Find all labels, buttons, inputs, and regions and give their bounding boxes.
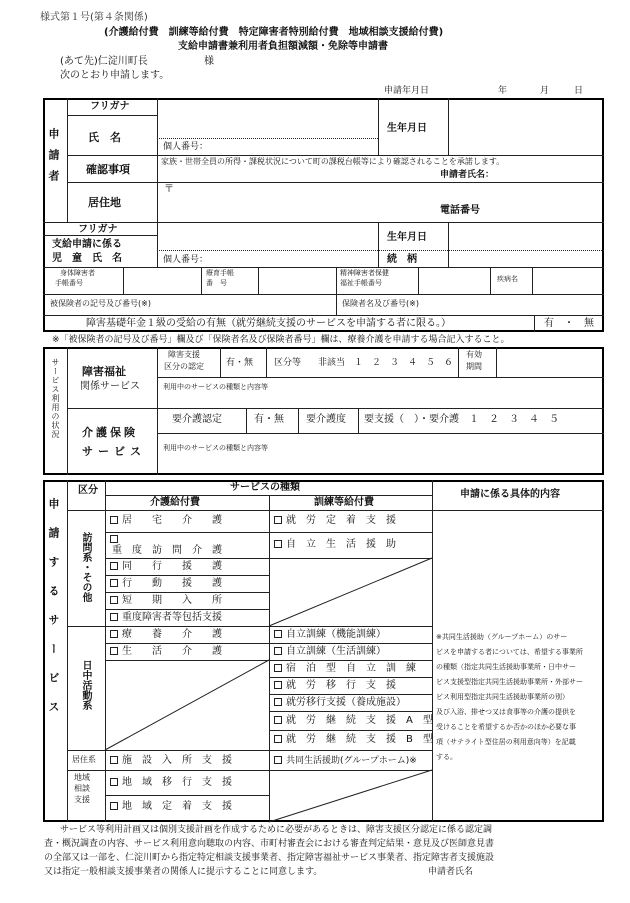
applicant-mynumber-label: 個人番号： [163, 142, 209, 152]
valid-period-l1: 有効 [466, 350, 482, 359]
postal-mark: 〒 [164, 184, 174, 195]
phone-label: 電話番号 [440, 205, 480, 216]
mental-handbook-l1: 精神障害者保健 [340, 269, 389, 277]
applicant-sign-label: 申請者氏名： [440, 170, 495, 180]
care-insurance-l1: 介護保険 [82, 426, 138, 439]
kaigo-item-behavior[interactable]: 行 動 援 護 [110, 579, 222, 589]
checkbox[interactable] [274, 540, 282, 548]
form-title-line2: 支給申請書兼利用者負担額減額・免除等申請書 [178, 41, 388, 52]
kaigo-item-transition[interactable]: 地 域 移 行 支 援 [110, 778, 232, 788]
gh-note-1: ※共同生活援助（グループホーム）のサー [436, 633, 568, 641]
kunren-item-employment-retention[interactable]: 就 労 定 着 支 援 [274, 516, 396, 526]
kaigo-item-severe-visit: 重 度 訪 問 介 護 [112, 545, 222, 556]
physical-handbook-l2: 手帳番号 [55, 279, 83, 287]
gh-note-8: 項（サテライト型住居の利用意向等）を記載 [436, 738, 576, 746]
form-title-line1: (介護給付費 訓練等給付費 特定障害者特別給付費 地域相談支援給付費) [104, 27, 444, 38]
child-mynumber-label: 個人番号： [163, 255, 209, 265]
child-furigana-label: フリガナ [78, 224, 118, 235]
group-community-l2: 相談 [74, 784, 90, 793]
group-residence-label: 居住系 [72, 755, 96, 764]
addressee: (あて先)仁淀川町長 [60, 56, 148, 67]
checkbox[interactable] [274, 681, 282, 689]
checkbox[interactable] [274, 647, 282, 655]
checkbox[interactable] [110, 535, 118, 543]
child-relation-label: 続 柄 [387, 254, 417, 265]
checkbox[interactable] [110, 647, 118, 655]
day-label: 日 [574, 86, 584, 96]
year-label: 年 [498, 86, 508, 96]
care-insurance-l2: サービス [82, 445, 146, 458]
checkbox[interactable] [110, 562, 118, 570]
kunren-item-life-training[interactable]: 自立訓練（生活訓練） [274, 647, 386, 657]
kaigo-item-facility[interactable]: 施 設 入 所 支 援 [110, 756, 232, 766]
welfare-label-2: 関係サービス [80, 381, 140, 392]
pension-label: 障害基礎年金１級の受給の有無（就労継続支援のサービスを申請する者に限る。） [86, 318, 451, 329]
checkbox[interactable] [274, 756, 282, 764]
checkbox[interactable] [274, 735, 282, 743]
checkbox[interactable] [110, 802, 118, 810]
child-label-line1: 支給申請に係る [52, 239, 122, 250]
checkbox[interactable] [110, 630, 118, 638]
insured-number-label: 被保険者の記号及び番号(※) [50, 299, 151, 308]
kaigo-header: 介護給付費 [150, 497, 200, 508]
checkbox[interactable] [274, 630, 282, 638]
service-types-label: サービスの種類 [230, 482, 300, 493]
care-level-label: 要介護度 [306, 414, 346, 425]
care-level-values[interactable]: 要支援（ ）・要介護 １ ２ ３ ４ ５ [364, 414, 559, 425]
kunren-item-continuous-a[interactable]: 就 労 継 続 支 援 A 型 [274, 716, 433, 726]
checkbox[interactable] [274, 664, 282, 672]
footer-line4: 又は指定一般相談支援事業者の関係人に提示することに同意します。 [44, 867, 323, 877]
address-label: 居住地 [88, 196, 121, 209]
care-in-use-label: 利用中のサービスの種類と内容等 [163, 444, 268, 452]
checkbox[interactable] [110, 516, 118, 524]
mental-handbook-l2: 福祉手帳番号 [340, 279, 382, 287]
checkbox[interactable] [110, 579, 118, 587]
kunren-item-group-home[interactable]: 共同生活援助(グループホーム)※ [274, 756, 417, 766]
insurance-note: ※「被保険者の記号及び番号」欄及び「保険者名及び保険者番号」欄は、療養介護を申請する場合記入すること。 [52, 335, 510, 345]
support-cert-l2: 区分の認定 [164, 362, 204, 371]
kunren-header: 訓練等給付費 [314, 497, 374, 508]
kaigo-item-settlement[interactable]: 地 域 定 着 支 援 [110, 802, 232, 812]
checkbox[interactable] [110, 756, 118, 764]
kaigo-item-accompany[interactable]: 同 行 援 護 [110, 562, 222, 572]
form-number: 様式第１号(第４条関係) [40, 12, 148, 23]
rehab-handbook-l2: 番 号 [206, 279, 227, 287]
month-label: 月 [540, 86, 550, 96]
applicant-birth-label: 生年月日 [387, 123, 427, 134]
kaigo-item-home-care[interactable]: 居 宅 介 護 [110, 516, 222, 526]
group-visit-label: 訪問系・その他 [80, 532, 91, 602]
care-cert-yn[interactable]: 有・無 [254, 414, 284, 425]
gh-note-6: 及び入浴、排せつ又は食事等の介護の提供を [436, 708, 576, 716]
welfare-in-use-label: 利用中のサービスの種類と内容等 [163, 383, 268, 391]
applicant-name-label: 氏 名 [88, 131, 121, 144]
gh-note-3: の種類（指定共同生活援助事業所・日中サー [436, 663, 576, 671]
checkbox[interactable] [110, 778, 118, 786]
footer-sign-label: 申請者氏名 [428, 867, 474, 877]
service-side-label: 申請するサービス [47, 498, 60, 730]
confirm-label: 確認事項 [86, 163, 130, 176]
class-label: 区分等 [274, 358, 302, 368]
child-label-line2: 児 童 氏 名 [52, 253, 122, 264]
gh-note-5: ビス利用型指定共同生活援助事業所の別） [436, 693, 569, 701]
kunren-item-functional-training[interactable]: 自立訓練（機能訓練） [274, 630, 386, 640]
gh-note-2: ビスを申請する者については、希望する事業所 [436, 648, 583, 656]
group-daytime-label: 日中活動系 [80, 660, 91, 710]
kaigo-item-comprehensive[interactable]: 重度障害者等包括支援 [110, 613, 222, 623]
checkbox[interactable] [110, 613, 118, 621]
footer-line1: サービス等利用計画又は個別支援計画を作成するために必要があるときは、障害支援区分認定に係る認定調 [60, 825, 493, 835]
welfare-label-1: 障害福祉 [82, 365, 126, 378]
kunren-item-employment-transition[interactable]: 就 労 移 行 支 援 [274, 681, 396, 691]
class-values[interactable]: 非該当 １ ２ ３ ４ ５ ６ [318, 358, 454, 368]
gh-note-4: ビス支援型指定共同生活援助事業所・外部サー [436, 678, 583, 686]
applicant-side-label: 申請者 [47, 128, 60, 191]
disease-label: 疾病名 [497, 275, 518, 283]
care-cert-label: 要介護認定 [172, 414, 222, 425]
kaigo-item-short-stay[interactable]: 短 期 入 所 [110, 596, 222, 606]
kunren-item-independent-living[interactable]: 自 立 生 活 援 助 [274, 540, 396, 550]
rehab-handbook-l1: 療育手帳 [206, 269, 234, 277]
checkbox[interactable] [274, 698, 282, 706]
intro-text: 次のとおり申請します。 [60, 70, 170, 81]
child-birth-label: 生年月日 [387, 232, 427, 243]
gh-note-7: 受けることを希望するか否かのほか必要な事 [436, 723, 576, 731]
usage-side-label: サービス利用の状況 [51, 358, 60, 439]
checkbox[interactable] [274, 716, 282, 724]
application-date-label: 申請年月日 [384, 86, 430, 96]
valid-period-l2: 期間 [466, 362, 482, 371]
consent-text: 家族・世帯全員の所得・課税状況について町の課税台帳等により確認されることを承諾します。 [161, 157, 505, 166]
checkbox[interactable] [110, 596, 118, 604]
support-cert-l1: 障害支援 [168, 350, 200, 359]
kaigo-item-blank[interactable] [110, 535, 122, 545]
physical-handbook-l1: 身体障害者 [60, 269, 95, 277]
kubun-label: 区分 [78, 485, 98, 496]
kunren-item-continuous-b[interactable]: 就 労 継 続 支 援 B 型 [274, 735, 433, 745]
support-cert-yn[interactable]: 有・無 [226, 358, 254, 368]
group-community-l3: 支援 [74, 795, 90, 804]
pension-yes-no[interactable]: 有 ・ 無 [544, 318, 594, 329]
gh-note-9: する。 [436, 753, 457, 761]
footer-line2: 査・概況調査の内容、サービス利用意向聴取の内容、市町村審査会における審査判定結果・意見及び医師意見書 [44, 839, 495, 849]
detail-header: 申請に係る具体的内容 [460, 489, 560, 500]
footer-line3: の全部又は一部を、仁淀川町から指定特定相談支援事業者、指定障害福祉サービス事業者、指定障害者支援施設 [44, 853, 495, 863]
kaigo-item-medical-care[interactable]: 療 養 介 護 [110, 630, 222, 640]
kunren-item-residential-training[interactable]: 宿 泊 型 自 立 訓 練 [274, 664, 416, 674]
kunren-item-transition-training-facility[interactable]: 就労移行支援（養成施設） [274, 698, 406, 708]
checkbox[interactable] [274, 516, 282, 524]
applicant-furigana-label: フリガナ [90, 101, 130, 112]
group-community-l1: 地域 [74, 773, 90, 782]
addressee-suffix: 様 [204, 56, 214, 67]
insurer-label: 保険者名及び番号(※) [342, 299, 419, 308]
kaigo-item-life-care[interactable]: 生 活 介 護 [110, 647, 222, 657]
